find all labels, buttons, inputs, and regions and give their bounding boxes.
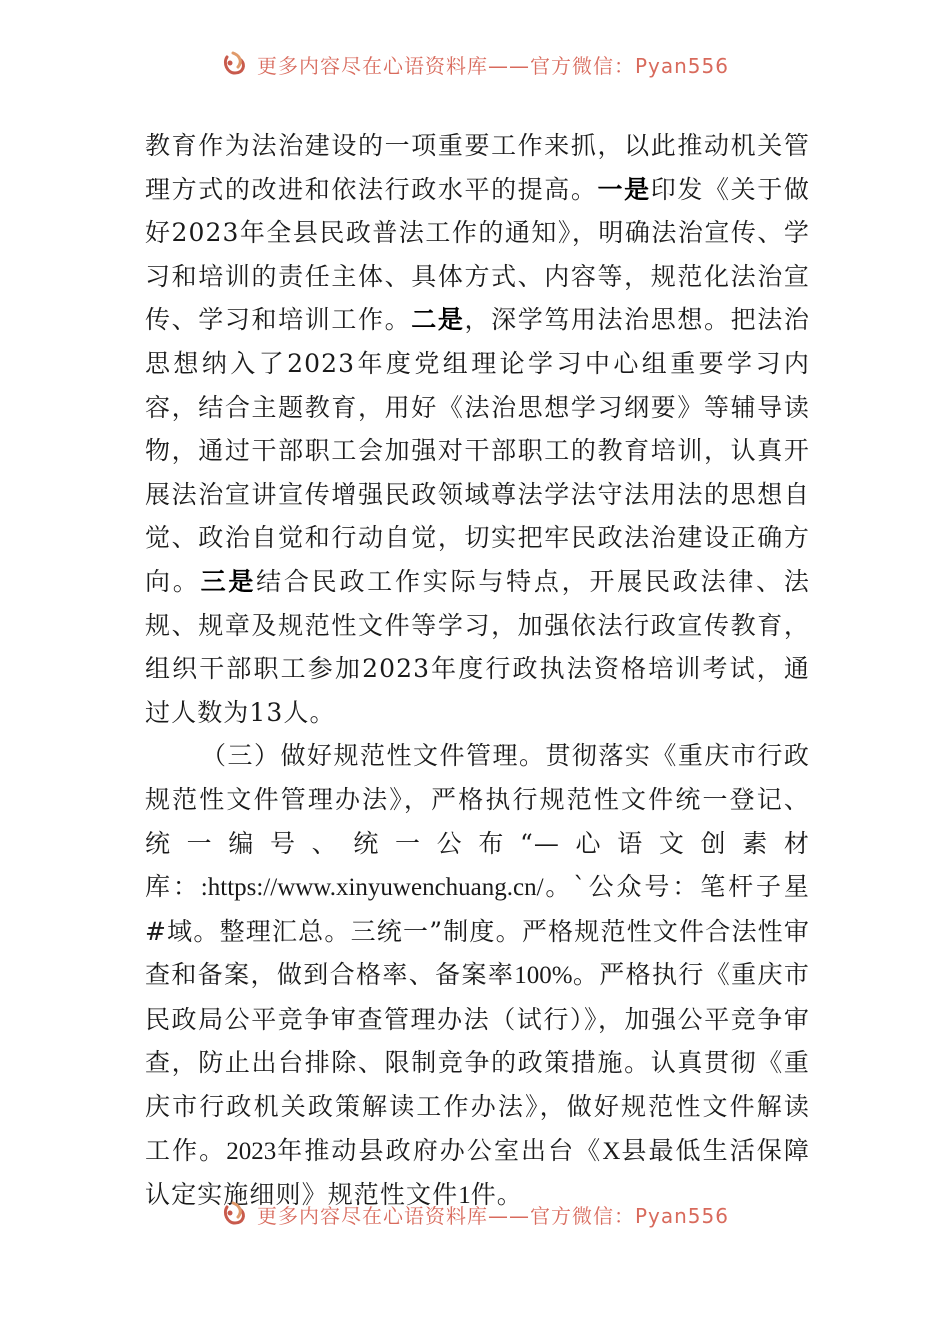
header-watermark-text: 更多内容尽在心语资料库——官方微信：Pyan556 [256,53,729,78]
website-url: :https://www.xinyuwenchuang.cn/ [200,874,544,902]
header-watermark-banner [0,50,950,90]
paragraph-normative-documents: （三）做好规范性文件管理。贯彻落实《重庆市行政规范性文件管理办法》，严格执行规范性文件统一登记、统一编号、统一公布“—心语文创素材库：:https://www.xinyuwenchuang.cn/。`公众号：笔杆子星#域。整理汇总。三统一”制度。严格规范性文件合法性审查和备案，做到合格率、备案率100%。严格执行《重庆市民政局公平竞争审查管理办法（试行）》，加强公平竞争审查，防止出台排除、限制竞争的政策措施。认真贯彻《重庆市行政机关政策解读工作办法》，做好规范性文件解读工作。2023年推动县政府办公室出台《X县最低生活保障认定实施细则》规范性文件1件。 [145,741,810,1210]
bold-marker-third: 三是 [200,566,257,596]
document-body [145,124,810,1218]
brand-logo-icon [221,50,251,79]
paragraph-law-education: 教育作为法治建设的一项重要工作来抓，以此推动机关管理方式的改进和依法行政水平的提高。一是印发《关于做好2023年全县民政普法工作的通知》，明确法治宣传、学习和培训的责任主体、具体方式、内容等，规范化法治宣传、学习和培训工作。二是，深学笃用法治思想。把法治思想纳入了2023年度党组理论学习中心组重要学习内容，结合主题教育，用好《法治思想学习纲要》等辅导读物，通过干部职工会加强对干部职工的教育培训，认真开展法治宣讲宣传增强民政领域尊法学法守法用法的思想自觉、政治自觉和行动自觉，切实把牢民政法治建设正确方向。三是结合民政工作实际与特点，开展民政法律、法规、规章及规范性文件等学习，加强依法行政宣传教育，组织干部职工参加2023年度行政执法资格培训考试，通过人数为13人。 [145,131,810,727]
brand-logo-icon [221,1200,251,1229]
bold-marker-second: 二是 [411,305,465,335]
footer-watermark-banner [0,1200,950,1240]
footer-watermark-text: 更多内容尽在心语资料库——官方微信：Pyan556 [256,1203,729,1228]
bold-marker-first: 一是 [597,174,651,204]
